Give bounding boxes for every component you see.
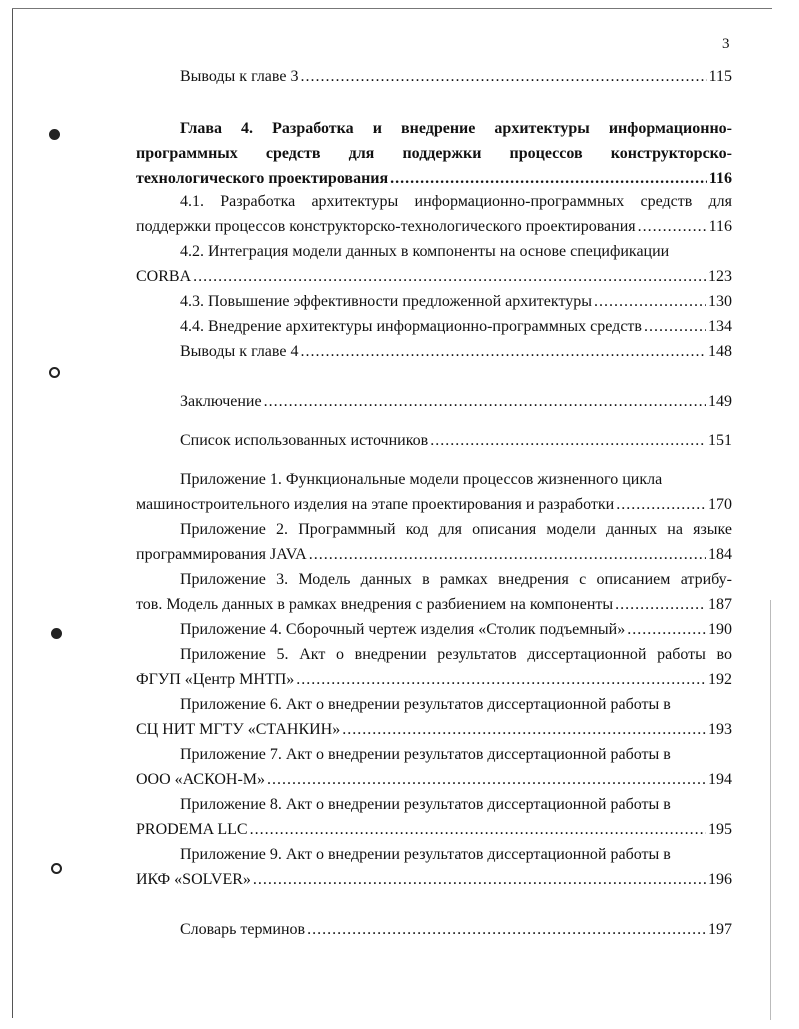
toc-title-line: поддержки процессов конструкторско-технологического проектирования <box>136 218 636 235</box>
toc-title-line: технологического проектирования <box>136 170 389 187</box>
toc-leader <box>193 264 706 289</box>
binder-hole-mark <box>49 367 60 378</box>
toc-title: Приложение 4. Сборочный чертеж изделия «Столик подъемный» <box>180 621 626 638</box>
toc-leader <box>307 917 706 942</box>
toc-page: 197 <box>708 921 732 938</box>
binder-hole-mark <box>51 628 62 639</box>
toc-leader <box>627 617 706 642</box>
toc-title: Выводы к главе 4 <box>180 343 299 360</box>
toc-leader <box>342 717 706 742</box>
toc-entry-conclusion <box>136 389 732 414</box>
toc-page: 116 <box>708 218 732 235</box>
toc-title-line: Приложение 6. Акт о внедрении результатов диссертационной работы в <box>180 696 671 713</box>
toc-entry-section-4-2 <box>136 239 732 289</box>
toc-leader <box>615 592 706 617</box>
toc-title-line: машиностроительного изделия на этапе проектирования и разработки <box>136 496 615 513</box>
toc-title-line: Приложение 2. Программный код для описания модели данных на языке <box>180 521 732 538</box>
toc-title: Словарь терминов <box>180 921 306 938</box>
toc-leader <box>616 492 706 517</box>
toc-page: 148 <box>708 343 732 360</box>
toc-page: 170 <box>708 496 732 513</box>
toc-page: 187 <box>708 596 732 613</box>
toc-leader <box>390 166 707 191</box>
toc-entry-appendix-8 <box>136 792 732 842</box>
toc-page: 184 <box>708 546 732 563</box>
toc-entry-appendix-5 <box>136 642 732 692</box>
toc-page: 192 <box>708 671 732 688</box>
toc-leader <box>638 214 707 239</box>
toc-leader <box>253 867 706 892</box>
toc-leader <box>309 542 706 567</box>
toc-leader <box>644 314 706 339</box>
toc-entry-appendix-4 <box>136 617 732 642</box>
scan-edge-right <box>770 600 771 1020</box>
toc-entry-appendix-6 <box>136 692 732 742</box>
toc-page: 194 <box>708 771 732 788</box>
toc-title-line: Приложение 3. Модель данных в рамках внедрения с описанием атрибу- <box>180 571 732 588</box>
toc-leader <box>267 767 706 792</box>
toc-title-line: 4.1. Разработка архитектуры информационно-программных средств для <box>180 193 732 210</box>
binder-hole-mark <box>49 129 60 140</box>
toc-entry-appendix-7 <box>136 742 732 792</box>
toc-page: 115 <box>708 68 732 85</box>
toc-leader <box>250 817 706 842</box>
toc-entry-section-4-1 <box>136 189 732 239</box>
toc-title: Выводы к главе 3 <box>180 68 299 85</box>
toc-title-line: ИКФ «SOLVER» <box>136 871 251 888</box>
toc-title-line: CORBA <box>136 268 192 285</box>
toc-title-line: ФГУП «Центр МНТП» <box>136 671 295 688</box>
toc-leader <box>300 339 706 364</box>
toc-title-line: Приложение 1. Функциональные модели процессов жизненного цикла <box>180 471 663 488</box>
binder-hole-mark <box>51 863 62 874</box>
toc-page: 123 <box>708 268 732 285</box>
toc-entry-appendix-2 <box>136 517 732 567</box>
toc-title-line: Приложение 9. Акт о внедрении результатов диссертационной работы в <box>180 846 671 863</box>
page-number: 3 <box>722 36 730 52</box>
toc-title-line: ООО «АСКОН-М» <box>136 771 266 788</box>
toc-title-line: тов. Модель данных в рамках внедрения с разбиением на компоненты <box>136 596 614 613</box>
toc-leader <box>264 389 706 414</box>
toc-page: 149 <box>708 393 732 410</box>
toc-leader <box>296 667 706 692</box>
toc-page: 116 <box>708 170 732 187</box>
toc-title-line: программирования JAVA <box>136 546 307 563</box>
toc-title: Заключение <box>180 393 262 410</box>
toc-leader <box>300 64 706 89</box>
toc-leader <box>594 289 706 314</box>
toc-entry-glossary <box>136 917 732 942</box>
toc-title: Список использованных источников <box>180 432 429 449</box>
toc-entry-section-4-3 <box>136 289 732 314</box>
toc-page: 195 <box>708 821 732 838</box>
toc-title-line: Приложение 8. Акт о внедрении результатов диссертационной работы в <box>180 796 671 813</box>
toc-page: 193 <box>708 721 732 738</box>
toc-title-line: 4.2. Интеграция модели данных в компоненты на основе спецификации <box>180 243 670 260</box>
toc-page: 134 <box>708 318 732 335</box>
toc-entry-section-4-4 <box>136 314 732 339</box>
toc-page: 130 <box>708 293 732 310</box>
toc-entry-references <box>136 428 732 453</box>
toc-title: 4.4. Внедрение архитектуры информационно-программных средств <box>180 318 642 335</box>
toc-title-line: Глава 4. Разработка и внедрение архитектуры информационно- <box>180 120 732 137</box>
toc-page: 151 <box>708 432 732 449</box>
toc-title-line: PRODEMA LLC <box>136 821 248 838</box>
scan-edge-left <box>12 8 13 1018</box>
toc-title-line: Приложение 7. Акт о внедрении результатов диссертационной работы в <box>180 746 671 763</box>
toc-title-line: программных средств для поддержки процессов конструкторско- <box>136 145 732 162</box>
toc-entry-appendix-9 <box>136 842 732 892</box>
toc-entry-appendix-1 <box>136 467 732 517</box>
toc-title: 4.3. Повышение эффективности предложенной архитектуры <box>180 293 592 310</box>
toc-page: 190 <box>708 621 732 638</box>
toc-page: 196 <box>708 871 732 888</box>
toc-leader <box>430 428 706 453</box>
toc-title-line: Приложение 5. Акт о внедрении результатов диссертационной работы во <box>180 646 732 663</box>
toc-entry-appendix-3 <box>136 567 732 617</box>
toc-entry-conclusions-ch4 <box>136 339 732 364</box>
scan-edge-top <box>12 8 772 9</box>
toc-entry-conclusions-ch3 <box>136 64 732 89</box>
toc-entry-chapter4 <box>136 116 732 191</box>
toc-title-line: СЦ НИТ МГТУ «СТАНКИН» <box>136 721 341 738</box>
